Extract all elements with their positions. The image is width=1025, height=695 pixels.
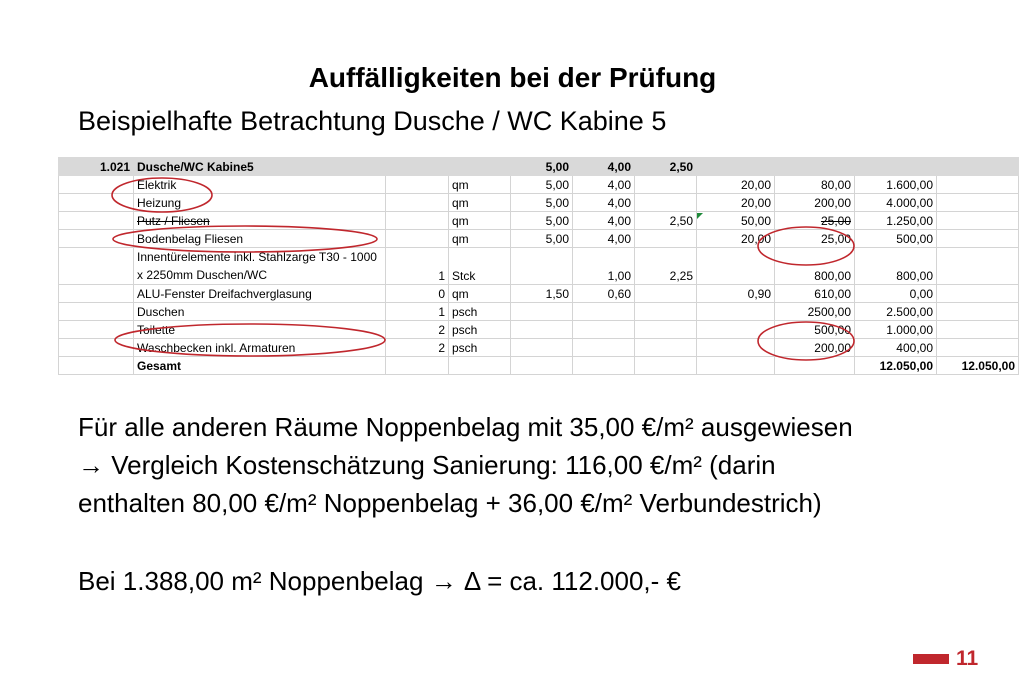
table-row: Heizung qm 5,00 4,00 20,00 200,00 4.000,00 (59, 194, 1019, 212)
body-line: enthalten 80,00 €/m² Noppenbelag + 36,00 €/m² Verbundestrich) (78, 488, 822, 518)
table-header-row: 1.021 Dusche/WC Kabine5 5,00 4,00 2,50 (59, 158, 1019, 176)
position-number: 1.021 (59, 158, 134, 176)
table-total-row (59, 357, 1019, 375)
body-line: → Vergleich Kostenschätzung Sanierung: 116,00 €/m² (darin (78, 450, 776, 480)
grand-total: 12.050,00 (937, 357, 1019, 375)
table-row: Innentürelemente inkl. Stahlzarge T30 - 1000 x 2250mm Duschen/WC 1 Stck 1,00 2,25 800,00 800,00 (59, 248, 1019, 285)
total-sum: 12.050,00 (855, 357, 937, 375)
total-label: Gesamt (134, 357, 386, 375)
table-row: Toilette 2 psch 500,00 1.000,00 (59, 321, 1019, 339)
table-row: ALU-Fenster Dreifachverglasung 0 qm 1,50 0,60 0,90 610,00 0,00 (59, 285, 1019, 303)
table-row: Bodenbelag Fliesen qm 5,00 4,00 20,00 25,00 500,00 (59, 230, 1019, 248)
page-number: 11 (956, 647, 979, 670)
cell-comment-marker (697, 213, 703, 219)
room-name: Dusche/WC Kabine5 (134, 158, 386, 176)
slide-title: Auffälligkeiten bei der Prüfung (308, 62, 717, 93)
table-row: Duschen 1 psch 2500,00 2.500,00 (59, 303, 1019, 321)
table-row: Elektrik qm 5,00 4,00 20,00 80,00 1.600,00 (59, 176, 1019, 194)
body-text (78, 408, 853, 522)
table-row: Waschbecken inkl. Armaturen 2 psch 200,00 400,00 (59, 339, 1019, 357)
slide-subtitle: Beispielhafte Betrachtung Dusche / WC Kabine 5 (78, 106, 667, 136)
delta-line: Bei 1.388,00 m² Noppenbelag → Δ = ca. 112.000,- € (78, 566, 682, 596)
table-row: Putz / Fliesen qm 5,00 4,00 2,50 50,00 25,00 1.250,00 (59, 212, 1019, 230)
cost-table (58, 157, 1019, 375)
page-accent-bar (913, 654, 949, 664)
body-line: Für alle anderen Räume Noppenbelag mit 35,00 €/m² ausgewiesen (78, 412, 853, 442)
